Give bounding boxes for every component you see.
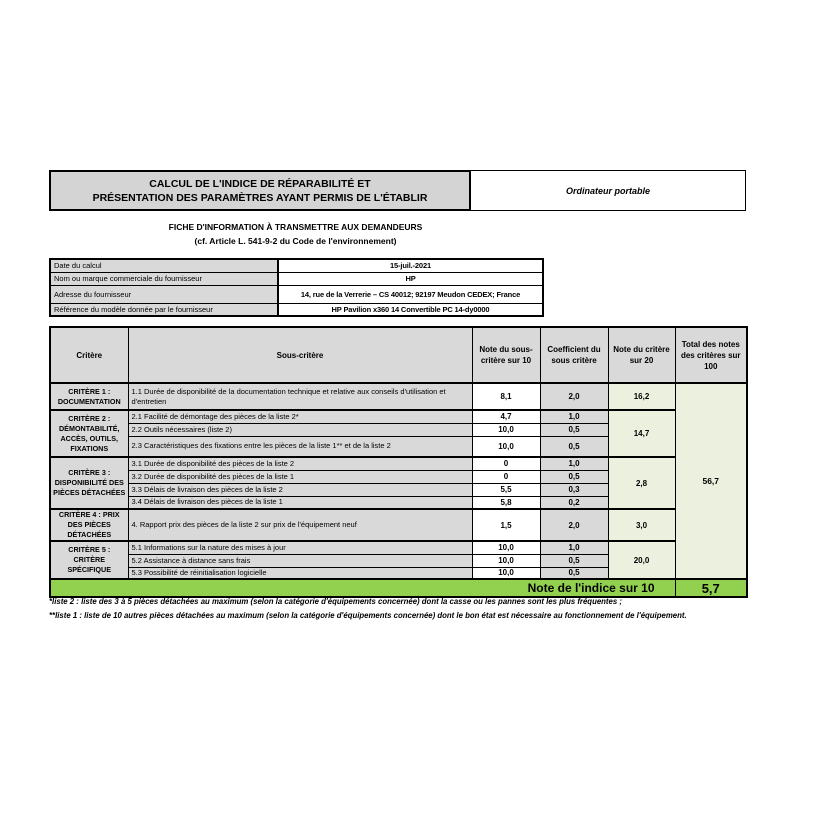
coef-3-1: 1,0: [540, 457, 608, 470]
coef-5-1: 1,0: [540, 541, 608, 554]
document-title-box: [49, 170, 471, 211]
coef-1-1: 2,0: [540, 383, 608, 410]
subtitle-line-1: FICHE D'INFORMATION À TRANSMETTRE AUX DEMANDEURS: [168, 222, 423, 232]
score20-criterion-5: 20,0: [608, 541, 675, 579]
subcriterion-5-2: 5.2 Assistance à distance sans frais: [128, 554, 472, 567]
info-label-brand: Nom ou marque commerciale du fournisseur: [50, 272, 278, 285]
table-row-1-1: [50, 383, 747, 410]
score10-3-4: 5,8: [472, 496, 540, 509]
criterion-5-label: CRITÈRE 5 : CRITÈRE SPÉCIFIQUE: [50, 541, 128, 579]
info-row-date: [50, 259, 543, 272]
info-value-model: HP Pavilion x360 14 Convertible PC 14-dy0000: [278, 303, 543, 316]
criterion-3-label: CRITÈRE 3 : DISPONIBILITÉ DES PIÈCES DÉTACHÉES: [50, 457, 128, 509]
header-note-critere: Note du critère sur 20: [608, 327, 675, 383]
score20-criterion-1: 16,2: [608, 383, 675, 410]
info-label-address: Adresse du fournisseur: [50, 285, 278, 303]
score20-criterion-3: 2,8: [608, 457, 675, 509]
criteria-table-header-row: [50, 327, 747, 383]
info-row-brand: [50, 272, 543, 285]
info-value-address: 14, rue de la Verrerie – CS 40012; 92197 Meudon CEDEX; France: [278, 285, 543, 303]
table-row-2-1: [50, 410, 747, 423]
document-header: [49, 170, 746, 211]
subcriterion-3-1: 3.1 Durée de disponibilité des pièces de la liste 2: [128, 457, 472, 470]
score10-3-3: 5,5: [472, 483, 540, 496]
subcriterion-4: 4. Rapport prix des pièces de la liste 2 sur prix de l'équipement neuf: [128, 509, 472, 541]
coef-2-2: 0,5: [540, 423, 608, 436]
footnotes: [49, 595, 759, 622]
coef-2-3: 0,5: [540, 436, 608, 457]
score10-1-1: 8,1: [472, 383, 540, 410]
info-row-address: [50, 285, 543, 303]
total-score-100: 56,7: [675, 383, 747, 579]
document-title-line-2: PRÉSENTATION DES PARAMÈTRES AYANT PERMIS DE L'ÉTABLIR: [92, 191, 428, 204]
coef-3-2: 0,5: [540, 470, 608, 483]
document-title-line-1: CALCUL DE L'INDICE DE RÉPARABILITÉ ET: [149, 177, 371, 190]
subcriterion-3-4: 3.4 Délais de livraison des pièces de la liste 1: [128, 496, 472, 509]
score10-2-2: 10,0: [472, 423, 540, 436]
final-score-label: Note de l'indice sur 10: [50, 579, 675, 597]
coef-4: 2,0: [540, 509, 608, 541]
score20-criterion-2: 14,7: [608, 410, 675, 457]
subcriterion-5-3: 5.3 Possibilité de réinitialisation logicielle: [128, 567, 472, 579]
subcriterion-3-3: 3.3 Délais de livraison des pièces de la liste 2: [128, 483, 472, 496]
info-label-model: Référence du modèle donnée par le fournisseur: [50, 303, 278, 316]
info-label-date: Date du calcul: [50, 259, 278, 272]
table-row-5-1: [50, 541, 747, 554]
score10-2-1: 4,7: [472, 410, 540, 423]
header-total: Total des notes des critères sur 100: [675, 327, 747, 383]
coef-3-3: 0,3: [540, 483, 608, 496]
subcriterion-2-1: 2.1 Facilité de démontage des pièces de la liste 2*: [128, 410, 472, 423]
document-subtitle: [49, 221, 542, 248]
subcriterion-2-3: 2.3 Caractéristiques des fixations entre les pièces de la liste 1** et de la liste 2: [128, 436, 472, 457]
table-row-3-1: [50, 457, 747, 470]
coef-5-2: 0,5: [540, 554, 608, 567]
subcriterion-3-2: 3.2 Durée de disponibilité des pièces de la liste 1: [128, 470, 472, 483]
product-type-box: [471, 170, 746, 211]
subcriterion-2-2: 2.2 Outils nécessaires (liste 2): [128, 423, 472, 436]
score20-criterion-4: 3,0: [608, 509, 675, 541]
score10-5-1: 10,0: [472, 541, 540, 554]
criterion-2-label: CRITÈRE 2 : DÉMONTABILITÉ, ACCÈS, OUTILS, FIXATIONS: [50, 410, 128, 457]
coef-3-4: 0,2: [540, 496, 608, 509]
header-sous-critere: Sous-critère: [128, 327, 472, 383]
product-type-label: Ordinateur portable: [565, 185, 650, 196]
score10-3-1: 0: [472, 457, 540, 470]
score10-4: 1,5: [472, 509, 540, 541]
criterion-4-label: CRITÈRE 4 : PRIX DES PIÈCES DÉTACHÉES: [50, 509, 128, 541]
info-row-model: [50, 303, 543, 316]
footnote-liste-1: **liste 1 : liste de 10 autres pièces détachées au maximum (selon la catégorie d'équipements concernée) dont le bon état est nécessaire au fonctionnement de l'équipement.: [49, 610, 687, 620]
header-critere: Critère: [50, 327, 128, 383]
coef-2-1: 1,0: [540, 410, 608, 423]
supplier-info-table: [49, 258, 544, 317]
score10-3-2: 0: [472, 470, 540, 483]
score10-2-3: 10,0: [472, 436, 540, 457]
table-row-4: [50, 509, 747, 541]
subcriterion-1-1: 1.1 Durée de disponibilité de la documentation technique et relative aux conseils d'utilisation et d'entretien: [128, 383, 472, 410]
subcriterion-5-1: 5.1 Informations sur la nature des mises à jour: [128, 541, 472, 554]
criteria-table: [49, 326, 748, 598]
coef-5-3: 0,5: [540, 567, 608, 579]
header-coefficient: Coefficient du sous critère: [540, 327, 608, 383]
score10-5-3: 10,0: [472, 567, 540, 579]
footnote-liste-2: *liste 2 : liste des 3 à 5 pièces détachées au maximum (selon la catégorie d'équipements concernée) dont la casse ou les pannes sont les plus fréquentes ;: [49, 597, 622, 606]
score10-5-2: 10,0: [472, 554, 540, 567]
header-note-sous-critere: Note du sous-critère sur 10: [472, 327, 540, 383]
final-score-value: 5,7: [675, 579, 747, 597]
info-value-date: 15-juil.-2021: [278, 259, 543, 272]
subtitle-line-2: (cf. Article L. 541-9-2 du Code de l'environnement): [194, 235, 397, 246]
criterion-1-label: CRITÈRE 1 : DOCUMENTATION: [50, 383, 128, 410]
info-value-brand: HP: [278, 272, 543, 285]
